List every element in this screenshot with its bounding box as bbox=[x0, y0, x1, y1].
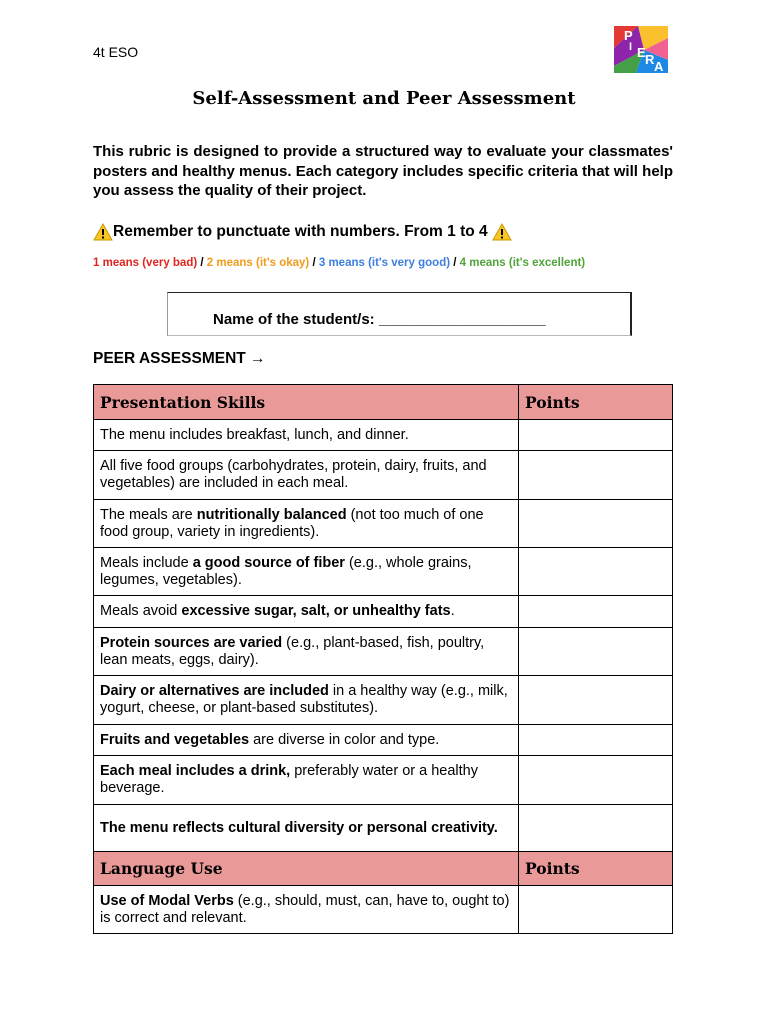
criterion-cell: Protein sources are varied (e.g., plant-based, fish, poultry, lean meats, eggs, dairy). bbox=[94, 628, 519, 676]
logo-letter: A bbox=[654, 59, 664, 73]
table-row bbox=[94, 420, 673, 451]
reminder-line bbox=[93, 223, 512, 241]
scale-1: 1 means (very bad) bbox=[93, 257, 198, 269]
rubric-table bbox=[93, 384, 673, 934]
points-cell[interactable] bbox=[519, 628, 673, 676]
table-row bbox=[94, 596, 673, 628]
scale-2: 2 means (it's okay) bbox=[206, 257, 310, 269]
scale-3: 3 means (it's very good) bbox=[318, 257, 451, 269]
logo-letter: R bbox=[645, 52, 655, 67]
criterion-cell: Meals avoid excessive sugar, salt, or unhealthy fats. bbox=[94, 596, 519, 628]
table-row bbox=[94, 805, 673, 852]
criterion-cell: Use of Modal Verbs (e.g., should, must, can, have to, ought to) is correct and relevant. bbox=[94, 886, 519, 934]
criterion-cell: Meals include a good source of fiber (e.g., whole grains, legumes, vegetables). bbox=[94, 548, 519, 596]
points-header: Points bbox=[519, 852, 673, 886]
points-cell[interactable] bbox=[519, 451, 673, 500]
criterion-cell: Fruits and vegetables are diverse in color and type. bbox=[94, 725, 519, 756]
scale-separator: / bbox=[453, 257, 457, 269]
scale-separator: / bbox=[200, 257, 204, 269]
section-header bbox=[94, 385, 673, 420]
student-name-box[interactable] bbox=[167, 292, 632, 336]
criterion-cell: Each meal includes a drink, preferably water or a healthy beverage. bbox=[94, 756, 519, 805]
logo-letter: E bbox=[637, 45, 646, 60]
table-row bbox=[94, 451, 673, 500]
table-row bbox=[94, 548, 673, 596]
points-cell[interactable] bbox=[519, 500, 673, 548]
warning-icon bbox=[492, 223, 512, 241]
logo-letter: I bbox=[629, 41, 633, 53]
criterion-cell: The meals are nutritionally balanced (not too much of one food group, variety in ingredients). bbox=[94, 500, 519, 548]
table-row bbox=[94, 725, 673, 756]
points-cell[interactable] bbox=[519, 725, 673, 756]
student-name-label: Name of the student/s: ____________________ bbox=[213, 311, 546, 328]
table-row bbox=[94, 628, 673, 676]
criterion-cell: The menu reflects cultural diversity or personal creativity. bbox=[94, 805, 519, 852]
scale-separator: / bbox=[312, 257, 316, 269]
criterion-cell: Dairy or alternatives are included in a healthy way (e.g., milk, yogurt, cheese, or plant-based substitutes). bbox=[94, 676, 519, 725]
table-row bbox=[94, 886, 673, 934]
points-cell[interactable] bbox=[519, 805, 673, 852]
score-scale bbox=[93, 257, 585, 269]
points-cell[interactable] bbox=[519, 886, 673, 934]
logo-letter: P bbox=[624, 28, 633, 43]
course-level: 4t ESO bbox=[93, 44, 139, 60]
scale-4: 4 means (it's excellent) bbox=[459, 257, 586, 269]
points-cell[interactable] bbox=[519, 596, 673, 628]
section-title: Presentation Skills bbox=[94, 385, 519, 420]
points-cell[interactable] bbox=[519, 756, 673, 805]
points-header: Points bbox=[519, 385, 673, 420]
table-row bbox=[94, 756, 673, 805]
table-row bbox=[94, 500, 673, 548]
table-row bbox=[94, 676, 673, 725]
points-cell[interactable] bbox=[519, 548, 673, 596]
points-cell[interactable] bbox=[519, 420, 673, 451]
section-header bbox=[94, 852, 673, 886]
school-logo bbox=[614, 26, 668, 73]
peer-assessment-heading: PEER ASSESSMENT → bbox=[93, 350, 266, 367]
page-title: Self-Assessment and Peer Assessment bbox=[192, 88, 576, 109]
intro-paragraph: This rubric is designed to provide a structured way to evaluate your classmates' posters and healthy menus. Each category includes specific criteria that will help you assess the quality of their project. bbox=[93, 143, 673, 199]
criterion-cell: The menu includes breakfast, lunch, and dinner. bbox=[94, 420, 519, 451]
section-title: Language Use bbox=[94, 852, 519, 886]
warning-icon bbox=[93, 223, 113, 241]
reminder-text: Remember to punctuate with numbers. From 1 to 4 bbox=[113, 223, 488, 240]
points-cell[interactable] bbox=[519, 676, 673, 725]
criterion-cell: All five food groups (carbohydrates, protein, dairy, fruits, and vegetables) are included in each meal. bbox=[94, 451, 519, 500]
